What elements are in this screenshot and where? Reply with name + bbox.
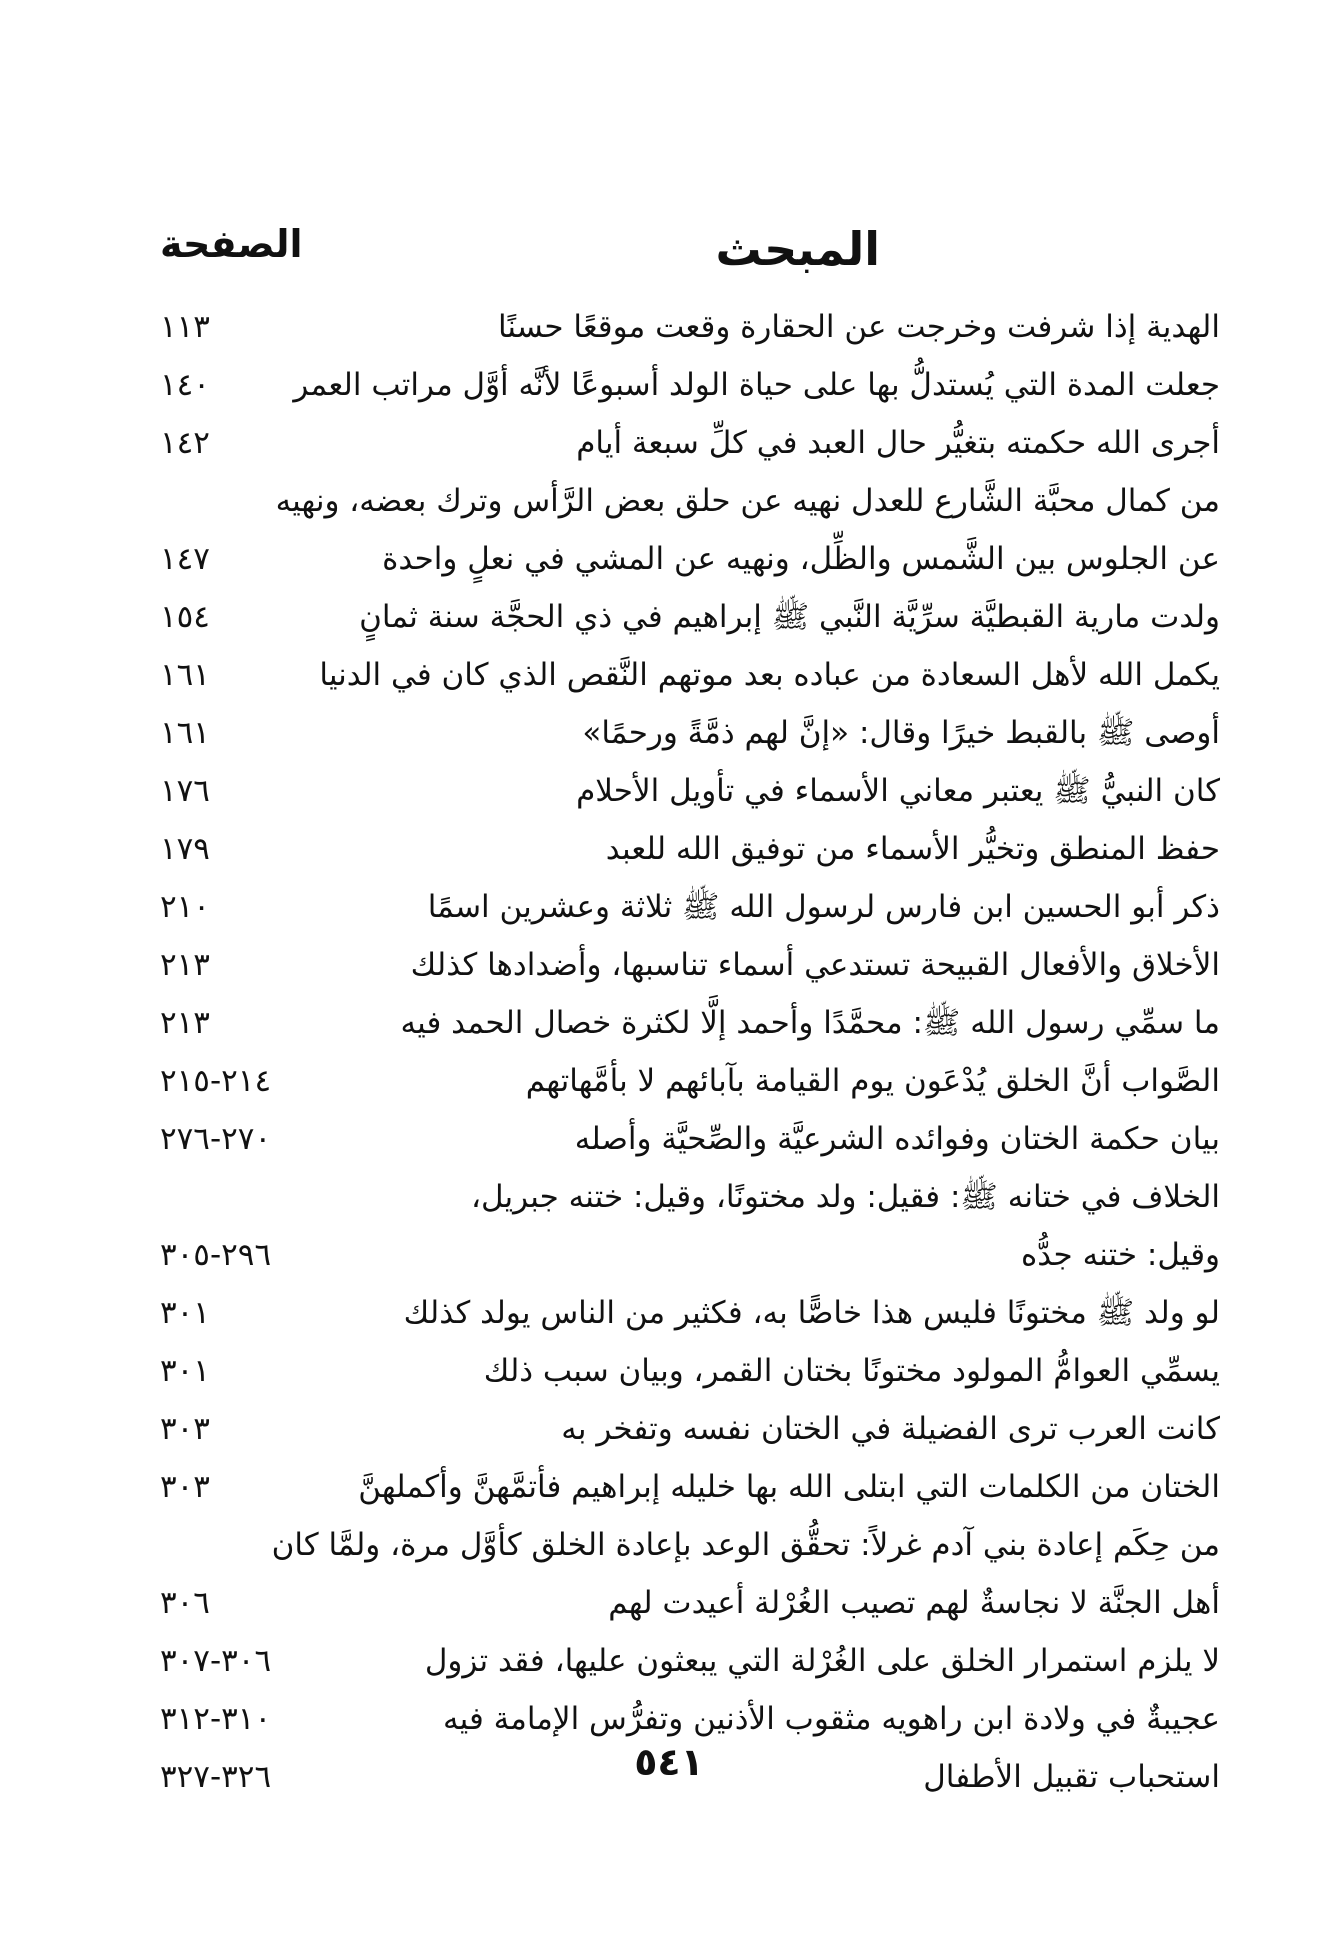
index-row bbox=[160, 1518, 1220, 1576]
page-ref: ١٦١ bbox=[160, 657, 210, 693]
topic-text: من حِكَم إعادة بني آدم غرلاً: تحقُّق الوعد بإعادة الخلق كأوَّل مرة، ولمَّا كان bbox=[271, 1527, 1220, 1563]
index-row bbox=[160, 938, 1220, 996]
index-list bbox=[160, 300, 1220, 1808]
topic-text: من كمال محبَّة الشَّارع للعدل نهيه عن حلق بعض الرَّأس وترك بعضه، ونهيه bbox=[275, 483, 1220, 519]
page-ref: ٣٠٣ bbox=[160, 1411, 210, 1447]
page-ref: ١٤٧ bbox=[160, 541, 210, 577]
page-ref: ٢٧٠-٢٧٦ bbox=[160, 1121, 272, 1157]
topic-text: الختان من الكلمات التي ابتلى الله بها خليله إبراهيم فأتمَّهنَّ وأكملهنَّ bbox=[358, 1469, 1220, 1505]
topic-text: أوصى ﷺ بالقبط خيرًا وقال: «إنَّ لهم ذمَّةً ورحمًا» bbox=[582, 715, 1220, 751]
index-row bbox=[160, 1170, 1220, 1228]
index-row bbox=[160, 358, 1220, 416]
index-row bbox=[160, 1402, 1220, 1460]
topic-column-heading: المبحث bbox=[715, 222, 880, 276]
index-row bbox=[160, 648, 1220, 706]
index-row bbox=[160, 474, 1220, 532]
topic-text: عجيبةٌ في ولادة ابن راهويه مثقوب الأذنين وتفرُّس الإمامة فيه bbox=[442, 1701, 1220, 1737]
index-row bbox=[160, 1228, 1220, 1286]
topic-text: الخلاف في ختانه ﷺ: فقيل: ولد مختونًا، وقيل: ختنه جبريل، bbox=[471, 1179, 1220, 1215]
page-column-heading: الصفحة bbox=[160, 222, 303, 266]
topic-text: ما سمِّي رسول الله ﷺ: محمَّدًا وأحمد إلَّا لكثرة خصال الحمد فيه bbox=[400, 1005, 1220, 1041]
page-ref: ٢٩٦-٣٠٥ bbox=[160, 1237, 272, 1273]
topic-text: ولدت مارية القبطيَّة سرِّيَّة النَّبي ﷺ إبراهيم في ذي الحجَّة سنة ثمانٍ bbox=[359, 599, 1220, 635]
page-ref: ٣٠١ bbox=[160, 1353, 210, 1389]
index-row bbox=[160, 1112, 1220, 1170]
index-row bbox=[160, 1576, 1220, 1634]
index-header bbox=[160, 222, 1220, 292]
page-ref: ١٧٦ bbox=[160, 773, 210, 809]
index-row bbox=[160, 1286, 1220, 1344]
page-ref: ٢١٤-٢١٥ bbox=[160, 1063, 272, 1099]
topic-text: أهل الجنَّة لا نجاسةٌ لهم تصيب الغُرْلة أعيدت لهم bbox=[608, 1585, 1220, 1621]
page-ref: ١٤٠ bbox=[160, 367, 210, 403]
index-row bbox=[160, 1054, 1220, 1112]
index-row bbox=[160, 996, 1220, 1054]
page-ref: ٣١٠-٣١٢ bbox=[160, 1701, 272, 1737]
page-ref: ٢١٠ bbox=[160, 889, 210, 925]
index-row bbox=[160, 822, 1220, 880]
page-ref: ١٥٤ bbox=[160, 599, 210, 635]
index-row bbox=[160, 880, 1220, 938]
page-ref: ٣٢٦-٣٢٧ bbox=[160, 1759, 272, 1795]
page-ref: ١٤٢ bbox=[160, 425, 210, 461]
topic-text: لو ولد ﷺ مختونًا فليس هذا خاصًّا به، فكثير من الناس يولد كذلك bbox=[403, 1295, 1220, 1331]
topic-text: الأخلاق والأفعال القبيحة تستدعي أسماء تناسبها، وأضدادها كذلك bbox=[410, 947, 1220, 983]
topic-text: ذكر أبو الحسين ابن فارس لرسول الله ﷺ ثلاثة وعشرين اسمًا bbox=[427, 889, 1220, 925]
page-ref: ٢١٣ bbox=[160, 1005, 210, 1041]
page-ref: ٣٠٦-٣٠٧ bbox=[160, 1643, 272, 1679]
index-row bbox=[160, 706, 1220, 764]
topic-text: يسمِّي العوامُّ المولود مختونًا بختان القمر، وبيان سبب ذلك bbox=[483, 1353, 1220, 1389]
topic-text: الهدية إذا شرفت وخرجت عن الحقارة وقعت موقعًا حسنًا bbox=[497, 309, 1220, 345]
index-row bbox=[160, 1634, 1220, 1692]
topic-text: كان النبيُّ ﷺ يعتبر معاني الأسماء في تأويل الأحلام bbox=[576, 773, 1220, 809]
topic-text: لا يلزم استمرار الخلق على الغُرْلة التي يبعثون عليها، فقد تزول bbox=[424, 1643, 1220, 1679]
topic-text: أجرى الله حكمته بتغيُّر حال العبد في كلِّ سبعة أيام bbox=[576, 425, 1220, 461]
page-ref: ٣٠٣ bbox=[160, 1469, 210, 1505]
topic-text: يكمل الله لأهل السعادة من عباده بعد موتهم النَّقص الذي كان في الدنيا bbox=[319, 657, 1220, 693]
topic-text: عن الجلوس بين الشَّمس والظِّل، ونهيه عن المشي في نعلٍ واحدة bbox=[382, 541, 1220, 577]
topic-text: بيان حكمة الختان وفوائده الشرعيَّة والصِّحيَّة وأصله bbox=[574, 1121, 1220, 1157]
page-ref: ٣٠٦ bbox=[160, 1585, 210, 1621]
index-row bbox=[160, 1460, 1220, 1518]
topic-text: وقيل: ختنه جدُّه bbox=[1021, 1237, 1220, 1273]
page-ref: ٢١٣ bbox=[160, 947, 210, 983]
page-ref: ١٦١ bbox=[160, 715, 210, 751]
topic-text: استحباب تقبيل الأطفال bbox=[923, 1759, 1220, 1795]
index-row bbox=[160, 590, 1220, 648]
topic-text: الصَّواب أنَّ الخلق يُدْعَون يوم القيامة بآبائهم لا بأمَّهاتهم bbox=[525, 1063, 1220, 1099]
index-row bbox=[160, 532, 1220, 590]
topic-text: حفظ المنطق وتخيُّر الأسماء من توفيق الله للعبد bbox=[605, 831, 1220, 867]
index-row bbox=[160, 300, 1220, 358]
index-row bbox=[160, 1344, 1220, 1402]
topic-text: جعلت المدة التي يُستدلُّ بها على حياة الولد أسبوعًا لأنَّه أوَّل مراتب العمر bbox=[293, 367, 1220, 403]
page-ref: ٣٠١ bbox=[160, 1295, 210, 1331]
topic-text: كانت العرب ترى الفضيلة في الختان نفسه وتفخر به bbox=[561, 1411, 1220, 1447]
page-ref: ١٧٩ bbox=[160, 831, 210, 867]
page-number: ٥٤١ bbox=[634, 1740, 704, 1784]
index-row bbox=[160, 416, 1220, 474]
page-ref: ١١٣ bbox=[160, 309, 210, 345]
index-row bbox=[160, 764, 1220, 822]
